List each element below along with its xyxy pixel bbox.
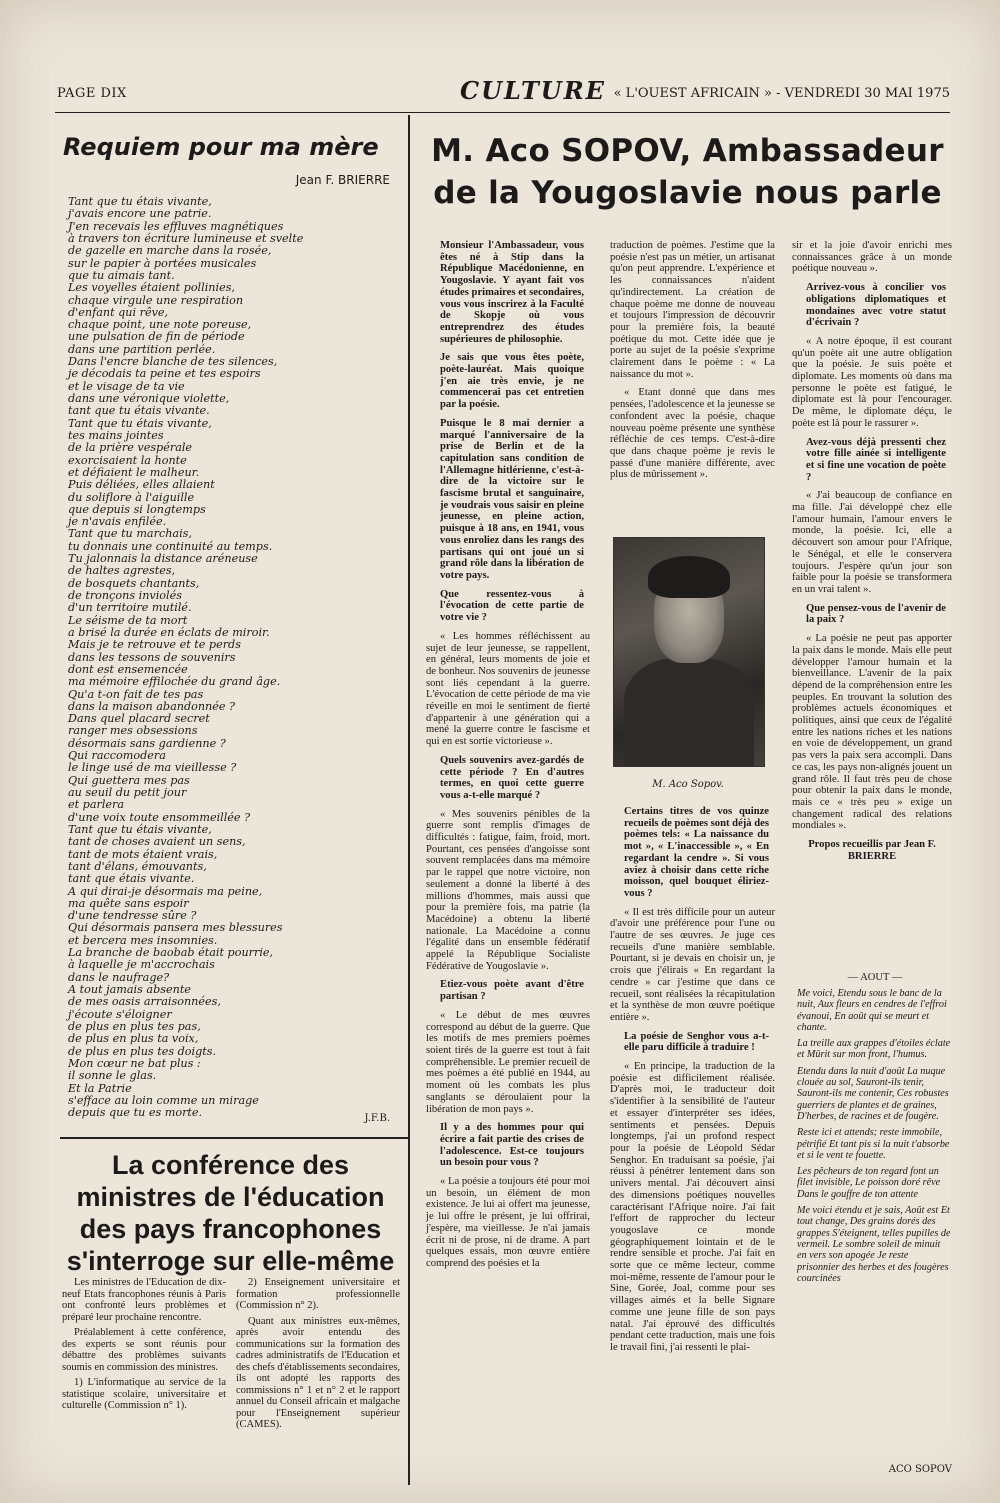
poem-line: Qui raccomodera	[68, 749, 166, 763]
poem-line: dans la maison abandonnée ?	[68, 699, 236, 713]
conference-headline: La conférence des ministres de l'éducation des pays francophones s'interroge sur elle-même	[66, 1150, 395, 1276]
poem-line: et défiaient le malheur.	[68, 465, 200, 479]
poem-line: et bercera mes insomnies.	[68, 933, 218, 947]
poem-line: le linge usé de ma vieillesse ?	[68, 761, 237, 775]
poem-line: que depuis si longtemps	[68, 502, 206, 516]
interview-answer: sir et la joie d'avoir enrichi mes connaissances grâce à un monde poétique nouveau ».	[792, 240, 952, 275]
poem-line: d'enfant qui rêve,	[68, 305, 169, 319]
poem-line: de bosquets chantants,	[68, 576, 200, 590]
poem-line: j'écoute s'éloigner	[68, 1007, 172, 1021]
poem-line: et parlera	[68, 798, 125, 812]
poem-line: dans les tessons de souvenirs	[68, 650, 236, 664]
poem-line: dans le naufrage?	[68, 970, 170, 984]
poem-line: s'efface au loin comme un mirage	[68, 1093, 259, 1107]
poem-line: du soliflore à l'aiguille	[68, 490, 195, 504]
poem-line: Tant que tu étais vivante,	[68, 822, 212, 836]
poem-line: Mon cœur ne bat plus :	[68, 1056, 201, 1070]
poem-line: Dans quel placard secret	[68, 712, 210, 726]
poem-line: de plus en plus ta voix,	[68, 1032, 199, 1046]
poem-line: d'un territoire mutilé.	[68, 601, 192, 615]
poem-line: d'une voix toute ensommeillée ?	[68, 810, 251, 824]
poem-line: dans une partition perlée.	[68, 342, 216, 356]
poem-line: une pulsation de fin de période	[68, 330, 245, 344]
interview-headline: M. Aco SOPOV, Ambassadeur de la Yougoslavie nous parle	[431, 133, 944, 211]
interview-column-3	[792, 240, 952, 869]
interview-question: Que ressentez-vous à l'évocation de cette partie de votre vie ?	[440, 588, 584, 624]
poem-line: Tu jalonnais la distance aréneuse	[68, 552, 258, 566]
poem-line: Qui guettera mes pas	[68, 773, 190, 787]
poem-line: Tant que tu étais vivante,	[68, 416, 212, 430]
poem-line: de tronçons inviolés	[68, 589, 182, 602]
poem-line: ma quête sans espoir	[68, 896, 189, 910]
interview-answer: « J'ai beaucoup de confiance en ma fille. J'ai développé chez elle l'amour humain, l'amour envers le monde, la poésie. Ici, elle a découvert son amour pour l'Afrique, le Sénégal, et elle le conservera toujours. J'espère qu'un jour son faible pour la poésie se transformera en un vrai talent ».	[792, 490, 952, 595]
poem-body	[68, 196, 398, 1119]
poem-line: que tu aimais tant.	[68, 268, 175, 282]
page-number: PAGE DIX	[57, 86, 127, 101]
poem-line: au seuil du petit jour	[68, 786, 187, 799]
poem-line: Dans l'encre blanche de tes silences,	[68, 355, 278, 369]
interview-question: Avez-vous déjà pressenti chez votre fille ainée si intelligente et si fine une vocation de poète ?	[806, 436, 946, 483]
photo-hair	[648, 556, 730, 598]
publication-date: « L'OUEST AFRICAIN » - VENDREDI 30 MAI 1975	[613, 86, 950, 101]
poem-author: Jean F. BRIERRE	[295, 173, 390, 187]
poem-line: Qu'a t-on fait de tes pas	[68, 687, 204, 701]
poem-line: exorcisaient la honte	[68, 453, 187, 467]
poem-line: tu donnais une continuité au temps.	[68, 539, 273, 553]
aout-stanza: Me voici, Etendu sous le banc de la nuit, Aux fleurs en cendres de l'effroi évanoui, En août qui se meurt et chante.	[797, 988, 947, 1033]
interview-answer: traduction de poèmes. J'estime que la poésie n'est pas un métier, un artisanat qu'on peut apprendre. L'expérience et les connaissances n'aident qu'indirectement. La création de chaque poème me donne de nouveau et toujours l'impression de découvrir pour la première fois, la beauté poétique du mot. Cette idée que je porte au sujet de la poésie s'exprime clairement dans le poème : « La naissance du mot ».	[610, 240, 775, 380]
aout-stanza: Etendu dans la nuit d'août La nuque clouée au sol, Sauront-ils tenir, Sauront-ils me contenir, Ces robustes guerriers de plantes et de graines, D'herbes, de racines et de fougère.	[797, 1065, 949, 1122]
poem-line: de gazelle en marche dans la rosée,	[68, 244, 272, 258]
poem-line: La branche de baobab était pourrie,	[68, 946, 274, 960]
interview-question: Monsieur l'Ambassadeur, vous êtes né à Stip dans la République Macédonienne, en Yougoslavie. Y ayant fait vos études primaires et secondaires, vous vous inscrirez à la Faculté de Skopje où vous entreprendrez des études supérieures de philosophie.	[440, 240, 584, 345]
interview-column-2-bottom	[610, 806, 775, 1361]
paragraph: Les ministres de l'Education de dix-neuf Etats francophones réunis à Paris ont confronté leurs problèmes et préparé leur prochaine rencontre.	[62, 1277, 226, 1323]
conference-column-2	[236, 1277, 400, 1435]
interview-question: Certains titres de vos quinze recueils de poèmes sont déjà des poèmes tels: « La naissance du mot », « L'inaccessible », « En regardant la cendre ». Si vous aviez à choisir dans cette riche moisson, quel bouquet éliriez-vous ?	[624, 806, 769, 899]
aout-stanza: Les pêcheurs de ton regard font un filet invisible, Le poisson doré rêve Dans le gouffre de ton attente	[797, 1166, 941, 1200]
poem-line: de la prière vespérale	[68, 441, 193, 455]
poem-line: il sonne le glas.	[68, 1069, 157, 1083]
interview-question: Etiez-vous poète avant d'être partisan ?	[440, 979, 584, 1003]
poem-line: j'avais encore une patrie.	[68, 207, 212, 221]
interview-column-2-top	[610, 240, 775, 488]
poem-line: a brisé la durée en éclats de miroir.	[68, 625, 270, 639]
ambassador-photo	[613, 537, 765, 767]
poem-line: tant que tu étais vivante.	[68, 404, 210, 418]
interview-answer: « Il est très difficile pour un auteur d'avoir une préférence pour l'une ou l'autre de ses œuvres. Je juge ces recueils d'une manière semblable. Pourtant, si je devais en choisir un, je crois que j'élirais « En regardant la cendre » car j'estime que dans ce recueil, sont réalisées la récapitulation et la synthèse de mon œuvre poétique entière ».	[610, 906, 775, 1023]
interview-question: Il y a des hommes pour qui écrire a fait partie des crises de l'adolescence. Est-ce toujours un besoin pour vous ?	[440, 1122, 584, 1169]
poem-initials: J.F.B.	[364, 1113, 390, 1124]
aout-poem	[797, 988, 952, 1289]
paragraph: 2) Enseignement universitaire et formation professionnelle (Commission n° 2).	[236, 1277, 400, 1311]
poem-line: à travers ton écriture lumineuse et svelte	[68, 231, 304, 245]
column-rule	[408, 115, 410, 1485]
poem-line: chaque virgule une respiration	[68, 293, 244, 307]
poem-line: Qui désormais pansera mes blessures	[68, 921, 283, 935]
poem-line: Mais je te retrouve et te perds	[68, 638, 241, 652]
poem-line: tes mains jointes	[68, 428, 164, 442]
poem-line: tant de mots étaient vrais,	[68, 847, 218, 861]
interview-answer: « La poésie a toujours été pour moi un besoin, un élément de mon existence. Je lui ai offert ma jeunesse, je lui offre le présent, je lui offrirai, j'espère, ma vieillesse. Je n'ai jamais écrit ni de prose, ni de drame. A part quelques essais, mon œuvre entière comprend des poésies et la	[426, 1176, 590, 1269]
interview-answer: « En principe, la traduction de la poésie est difficilement réalisée. D'après moi, le traducteur doit s'identifier à la sensibilité de l'auteur et essayer d'interpréter ses idées, sentiments et pensées. Depuis longtemps, j'ai un profond respect pour la poésie de Léopold Sédar Senghor. En traduisant sa poésie, j'ai réussi à pénétrer lentement dans son univers mental. J'ai découvert ainsi des dimensions poétiques nouvelles caractérisant l'Afrique noire. J'ai fait l'effort de rapprocher du lecteur yougoslave ce monde géographiquement lointain et de le rendre sensible et proche. J'ai fait en sorte que ce même lecteur, comme moi-même, ressente de l'amour pour le Sine, Gorée, Joal, comme pour ses villages aimés et la belle Signare comme une jeune fille de son pays natal. J'ai éprouvé des difficultés pendant cette traduction, mais une fois le travail fini, j'ai ressenti le plai-	[610, 1061, 775, 1353]
interview-column-1	[426, 240, 590, 1277]
poem-line: ranger mes obsessions	[68, 724, 198, 738]
paragraph: Quant aux ministres eux-mêmes, après avoir entendu des communications sur la formation des cadres administratifs de l'Education et des chefs d'établissements secondaires, ils ont adopté les rapports des commissions n° 1 et n° 2 et le rapport annuel du Conseil africain et malgache pour l'Enseignement supérieur (CAMES).	[236, 1315, 401, 1430]
poem-line: Les voyelles étaient pollinies,	[68, 281, 235, 295]
poem-line: de mes oasis arraisonnées,	[68, 995, 221, 1009]
interview-question: Que pensez-vous de l'avenir de la paix ?	[806, 602, 946, 626]
interview-question: La poésie de Senghor vous a-t-elle paru difficile à traduire !	[624, 1030, 769, 1054]
interview-answer: « A notre époque, il est courant qu'un poète ait une autre obligation que la poésie. Je suis poète et diplomate. Les moments où dans ma personne le poète est fatigué, le diplomate est là pour l'encourager. De même, le diplomate déçu, le poète est là pour le rassurer ».	[792, 335, 952, 429]
poem-title: Requiem pour ma mère	[63, 133, 379, 161]
poem-line: de haltes agrestes,	[68, 564, 176, 578]
section-rule	[60, 1137, 408, 1139]
aout-title: — AOUT —	[847, 972, 903, 983]
aout-stanza: Me voici étendu et je sais, Août est Et tout change, Des grains dorés des grappes S'éteignent, telles pupilles de vermeil. Le sombre soleil de minuit en vers son apogée Je reste prisonnier des herbes et des fougères courcinées	[797, 1205, 951, 1284]
paragraph: 1) L'informatique au service de la statistique scolaire, universitaire et culturelle (Commission n° 1).	[62, 1377, 226, 1411]
aout-signature: ACO SOPOV	[888, 1464, 952, 1475]
conference-column-1	[62, 1277, 226, 1416]
poem-line: ma mémoire effilochée du grand âge.	[68, 675, 281, 689]
interview-question: Arrivez-vous à concilier vos obligations diplomatiques et mondaines avec votre statut d'écrivain ?	[806, 282, 946, 329]
interview-answer: « Mes souvenirs pénibles de la guerre sont remplis d'images de difficultés : fatigue, faim, froid, mort. Pourtant, ces pensées d'angoisse sont souvent remplacées dans ma mémoire par le rappel que notre victoire, non seulement a donné la liberté à des millions d'hommes, mais aussi que pour la première fois, ma patrie (la Macédoine) a obtenu la liberté nationale. La Macédoine a connu l'égalité dans un ensemble fédératif appelé la République Socialiste Fédérative de Yougoslavie ».	[426, 808, 590, 972]
page-header	[55, 76, 950, 113]
poem-line: de plus en plus tes doigts.	[68, 1044, 217, 1058]
poem-line: je n'avais enfilée.	[68, 515, 167, 529]
interview-question: Puisque le 8 mai dernier a marqué l'anniversaire de la prise de Berlin et de la capitulation sans condition de l'Allemagne hitlérienne, c'est-à-dire de la victoire sur le fascisme brutal et sanguinaire, je voudrais vous saisir en pleine jeunesse, en pleine action, puisque à 18 ans, en 1941, vous vous enroliez dans les rangs des partisans qui ont joué un si grand rôle dans la libération de votre pays.	[440, 417, 584, 581]
aout-stanza: La treille aux grappes d'étoiles éclate et Mûrit sur mon front, l'humus.	[797, 1038, 951, 1061]
poem-line: depuis que tu es morte.	[68, 1106, 203, 1120]
poem-line: de plus en plus tes pas,	[68, 1019, 201, 1033]
poem-line: à laquelle je m'accrochais	[68, 958, 215, 972]
poem-line: A qui dirai-je désormais ma peine,	[68, 884, 263, 898]
poem-line: tant de choses avaient un sens,	[68, 835, 246, 849]
photo-caption: M. Aco Sopov.	[652, 779, 724, 790]
interview-question: Quels souvenirs avez-gardés de cette période ? En d'autres termes, en quoi cette guerre vous a-t-elle marqué ?	[440, 754, 584, 801]
interview-answer: « Les hommes réfléchissent au sujet de leur jeunesse, se rappellent, en général, leurs moments de joie et de bonheur. Nos souvenirs de jeunesse sont liés cependant à la guerre. L'évocation de cette période de ma vie réveille en moi le sentiment de fierté d'appartenir à une génération qui a mené la guerre contre le fascisme et qui en est sortie victorieuse ».	[426, 630, 590, 748]
poem-line: chaque point, une note poreuse,	[68, 318, 252, 332]
poem-line: tant d'élans, émouvants,	[68, 859, 207, 873]
interview-question: Je sais que vous êtes poète, poète-lauréat. Mais quoique j'en aie très envie, je ne commencerai pas cet entretien par la poésie.	[440, 352, 584, 411]
poem-line: Le séisme de ta mort	[68, 613, 188, 627]
poem-line: tant que étais vivante.	[68, 872, 195, 886]
poem-line: Tant que tu étais vivante,	[68, 195, 212, 208]
poem-line: Puis déliées, elles allaient	[68, 478, 215, 492]
photo-coat	[624, 658, 754, 766]
aout-stanza: Reste ici et attends; reste immobile, pétrifié Et tant pis si la nuit t'absorbe et si le vent te fouette.	[797, 1127, 950, 1161]
section-title: CULTURE	[460, 76, 606, 105]
poem-line: J'en recevais les effluves magnétiques	[68, 219, 284, 233]
interview-credit: Propos recueillis par Jean F. BRIERRE	[808, 839, 936, 862]
poem-line: Et la Patrie	[68, 1081, 132, 1095]
poem-line: sur le papier à portées musicales	[68, 256, 257, 270]
poem-line: désormais sans gardienne ?	[68, 736, 226, 750]
poem-line: dont est ensemencée	[68, 662, 188, 676]
poem-line: dans une véronique violette,	[68, 392, 230, 405]
poem-line: et le visage de ta vie	[68, 379, 185, 393]
poem-line: d'une tendresse sûre ?	[68, 909, 197, 923]
interview-answer: « La poésie ne peut pas apporter la paix dans le monde. Mais elle peut développer l'amour humain et la bienveillance. L'avenir de la paix dépend de la compréhension entre les peuples. En trouvant la solution des problèmes actuels économiques et politiques, ainsi que ceux de l'égalité entre les nations riches et les nations en voie de développement, un grand pas vers la paix sera accompli. Dans ce cas, les pays non-alignés jouent un grand rôle. Il faut très peu de chose pour obtenir la paix dans le monde, mais ce « très peu » exige un changement radical des relations mondiales ».	[792, 633, 952, 832]
paragraph: Préalablement à cette conférence, des experts se sont réunis pour débattre des problèmes suivants soumis en commission des ministres.	[62, 1327, 226, 1373]
interview-answer: « Etant donné que dans mes pensées, l'adolescence et la jeunesse se confondent avec la poésie, chaque nouveau poème présente une synthèse réfléchie de ces temps. C'est-à-dire que dans chaque poème je revis le passé d'une manière différente, avec plus de mûrissement ».	[610, 387, 775, 481]
poem-line: A tout jamais absente	[68, 983, 191, 996]
poem-line: je décodais ta peine et tes espoirs	[68, 367, 261, 381]
poem-line: Tant que tu marchais,	[68, 527, 192, 541]
interview-answer: « Le début de mes œuvres correspond au début de la guerre. Que les motifs de mes premiers poèmes soient tirés de la guerre est tout à fait compréhensible. Le premier recueil de mes poèmes a été publié en 1944, au moment où les combats les plus sanglants se déroulaient pour la libération de mon pays ».	[426, 1009, 590, 1115]
